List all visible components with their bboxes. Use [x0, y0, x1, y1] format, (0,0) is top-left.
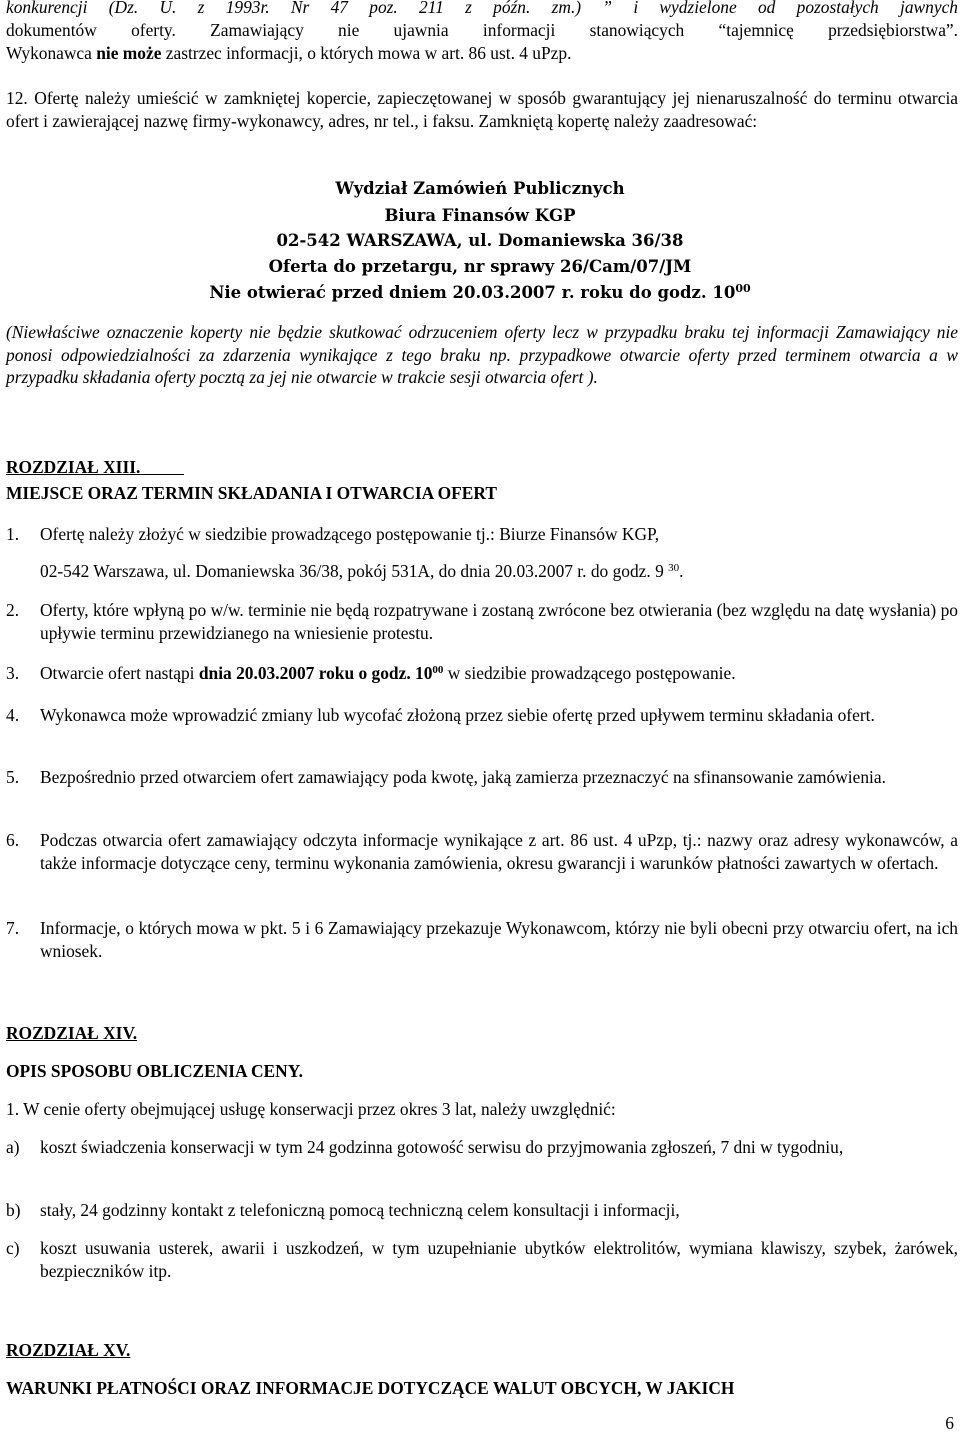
- chapter-14-label: ROZDZIAŁ XIV.: [6, 1023, 138, 1043]
- address-line-4: Oferta do przetargu, nr sprawy 26/Cam/07/JM: [268, 257, 692, 276]
- chapter-13-label: ROZDZIAŁ XIII.: [6, 456, 184, 479]
- envelope-note: (Niewłaściwe oznaczenie koperty nie będzie skutkować odrzuceniem oferty lecz w przypadku braku tej informacji Zamawiający nie ponosi odpowiedzialności za zdarzenia wynikające z tego braku np. przypadkowe otwarcie oferty przed terminem otwarcia a w przypadku składania oferty pocztą za jej nie otwarcie w trakcie sesji otwarcia ofert ).: [6, 322, 958, 387]
- chapter-13-title: MIEJSCE ORAZ TERMIN SKŁADANIA I OTWARCIA OFERT: [6, 483, 497, 503]
- item-13-4-text: Wykonawca może wprowadzić zmiany lub wycofać złożoną przez siebie ofertę przed upływem terminu składania ofert.: [40, 705, 875, 725]
- item-13-2-number: 2.: [6, 600, 20, 620]
- paragraph-12: 12. Ofertę należy umieścić w zamkniętej kopercie, zapieczętowanej w sposób gwarantujący jej nienaruszalność do terminu otwarcia ofert i zawierającej nazwę firmy-wykonawcy, adres, nr tel., i faksu. Zamkniętą kopertę należy zaadresować:: [6, 88, 958, 131]
- item-14-1: 1. W cenie oferty obejmującej usługę konserwacji przez okres 3 lat, należy uwzględnić:: [6, 1099, 616, 1119]
- chapter-15-label: ROZDZIAŁ XV.: [6, 1340, 131, 1360]
- item-14-c-letter: c): [6, 1238, 20, 1258]
- item-13-5-number: 5.: [6, 767, 20, 787]
- address-line-5: Nie otwierać przed dniem 20.03.2007 r. roku do godz. $10^{00}$: [209, 282, 751, 302]
- page-number: 6: [945, 1413, 954, 1433]
- item-14-b-text: stały, 24 godzinny kontakt z telefoniczną pomocą techniczną celem konsultacji i informacji,: [40, 1200, 680, 1220]
- address-line-2: Biura Finansów KGP: [384, 206, 576, 225]
- chapter-15-title: WARUNKI PŁATNOŚCI ORAZ INFORMACJE DOTYCZĄCE WALUT OBCYCH, W JAKICH: [6, 1378, 735, 1398]
- intro-line-2: dokumentów oferty. Zamawiający nie ujawnia informacji stanowiących “tajemnicę przedsiębiorstwa”.: [6, 20, 958, 40]
- intro-line-3: Wykonawca nie może zastrzec informacji, o których mowa w art. 86 ust. 4 uPzp.: [6, 43, 572, 63]
- address-line-1: Wydział Zamówień Publicznych: [335, 179, 625, 198]
- item-14-c-text: koszt usuwania usterek, awarii i uszkodzeń, w tym uzupełnianie ubytków elektrolitów, wymiana klawiszy, szybek, żarówek, bezpieczników itp.: [40, 1238, 958, 1281]
- item-13-7-text: Informacje, o których mowa w pkt. 5 i 6 Zamawiający przekazuje Wykonawcom, którzy nie byli obecni przy otwarciu ofert, na ich wniosek.: [40, 918, 958, 961]
- item-13-1-number: 1.: [6, 524, 20, 544]
- address-line-3: 02-542 WARSZAWA, ul. Domaniewska 36/38: [276, 231, 684, 250]
- item-14-a-text: koszt świadczenia konserwacji w tym 24 godzinna gotowość serwisu do przyjmowania zgłoszeń, 7 dni w tygodniu,: [40, 1137, 844, 1157]
- item-13-6-number: 6.: [6, 830, 20, 850]
- item-14-b-letter: b): [6, 1200, 21, 1220]
- item-13-1-line-1: Ofertę należy złożyć w siedzibie prowadzącego postępowanie tj.: Biurze Finansów KGP,: [40, 524, 660, 544]
- item-13-3-text: Otwarcie ofert nastąpi dnia 20.03.2007 roku o godz. $10^{00}$ w siedzibie prowadzącego postępowanie.: [40, 663, 736, 683]
- underline-blank: [140, 458, 184, 475]
- item-13-4-number: 4.: [6, 705, 20, 725]
- item-13-6-text: Podczas otwarcia ofert zamawiający odczyta informacje wynikające z art. 86 ust. 4 uPzp, tj.: nazwy oraz adresy wykonawców, a także informacje dotyczące ceny, terminu wykonania zamówienia, okresu gwarancji i warunków płatności zawartych w ofertach.: [40, 830, 958, 873]
- item-13-1-line-2: 02-542 Warszawa, ul. Domaniewska 36/38, pokój 531A, do dnia 20.03.2007 r. do godz. 9 $^{30}$.: [40, 561, 684, 581]
- intro-line-1: konkurencji (Dz. U. z 1993r. Nr 47 poz. 211 z późn. zm.) ” i wydzielone od pozostałych jawnych: [6, 0, 958, 17]
- item-13-2-text: Oferty, które wpłyną po w/w. terminie nie będą rozpatrywane i zostaną zwrócone bez otwierania (bez względu na datę wysłania) po upływie terminu przewidzianego na wniesienie protestu.: [40, 600, 958, 643]
- item-13-3-number: 3.: [6, 663, 20, 683]
- item-13-5-text: Bezpośrednio przed otwarciem ofert zamawiający poda kwotę, jaką zamierza przeznaczyć na sfinansowanie zamówienia.: [40, 767, 886, 787]
- item-13-7-number: 7.: [6, 918, 20, 938]
- item-14-a-letter: a): [6, 1137, 20, 1157]
- chapter-14-title: OPIS SPOSOBU OBLICZENIA CENY.: [6, 1061, 304, 1081]
